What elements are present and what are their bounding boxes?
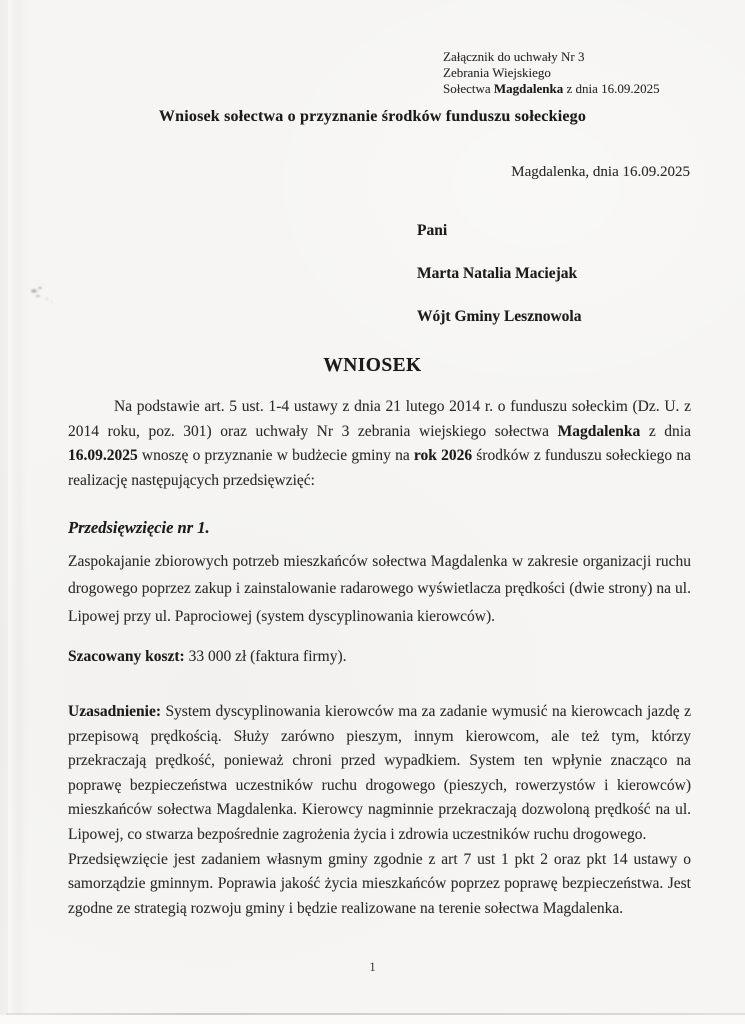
justification-block — [68, 700, 691, 921]
page-number: 1 — [369, 959, 376, 974]
justification-paragraph-1 — [68, 700, 691, 848]
attachment-note-line3 — [443, 81, 660, 97]
estimated-cost-label: Szacowany koszt: — [68, 648, 185, 665]
scan-edge-shading — [8, 0, 26, 1024]
intro-budget-year: rok 2026 — [413, 447, 473, 465]
addressee-name: Marta Natalia Maciejak — [417, 265, 578, 282]
attachment-note-line2: Zebrania Wiejskiego — [443, 64, 551, 80]
estimated-cost-line — [68, 648, 347, 666]
justification-text: System dyscyplinowania kierowców ma za zadanie wymusić na kierowcach jazdę z przepisową prędkością. Służy zarówno pieszym, innym kierowcom, ale też tym, którzy przekraczają prędkość, ponieważ chroni przed wypadkiem. System ten wpłynie znacząco na poprawę bezpieczeństwa uczestników ruchu drogowego (pieszych, rowerzystów i kierowców) mieszkańców sołectwa Magdalenka. Kierowcy nagminnie przekraczają dozwoloną prędkość na ul. Lipowej, co stwarza bezpośrednie zagrożenia życia i zdrowia uczestników ruchu drogowego. — [68, 703, 691, 843]
intro-text-2: z dnia — [640, 422, 691, 440]
attachment-note-line3-suffix: z dnia 16.09.2025 — [563, 80, 660, 96]
intro-village-name: Magdalenka — [557, 422, 641, 440]
scan-bottom-margin — [0, 1015, 745, 1024]
addressee-role: Wójt Gminy Lesznowola — [417, 308, 582, 325]
intro-paragraph — [68, 395, 691, 493]
ink-smudge-artifact — [25, 282, 57, 306]
project-1-description: Zaspokajanie zbiorowych potrzeb mieszkańców sołectwa Magdalenka w zakresie organizacji ruchu drogowego poprzez zakup i zainstalowanie radarowego wyświetlacza prędkości (dwie strony) na ul. Lipowej przy ul. Paprociowej (system dyscyplinowania kierowców). — [68, 553, 691, 625]
project-1-heading: Przedsięwzięcie nr 1. — [68, 518, 210, 537]
main-heading: WNIOSEK — [323, 355, 422, 376]
addressee-salutation: Pani — [417, 222, 448, 239]
attachment-note-village-name: Magdalenka — [493, 80, 564, 96]
justification-paragraph-2: Przedsięwzięcie jest zadaniem własnym gminy zgodnie z art 7 ust 1 pkt 2 oraz pkt 14 ustawy o samorządzie gminnym. Poprawia jakość życia mieszkańców poprzez poprawę bezpieczeństwa. Jest zgodne ze strategią rozwoju gminy i będzie realizowane na terenie sołectwa Magdalenka. — [68, 850, 691, 917]
intro-resolution-date: 16.09.2025 — [68, 447, 138, 465]
attachment-note-line3-prefix: Sołectwa — [443, 80, 494, 96]
attachment-note-line1: Załącznik do uchwały Nr 3 — [443, 49, 585, 64]
justification-label: Uzasadnienie: — [68, 703, 161, 720]
document-title: Wniosek sołectwa o przyznanie środków funduszu sołeckiego — [158, 108, 587, 125]
addressee-block — [417, 222, 581, 351]
intro-text-3: wnoszę o przyznanie w budżecie gminy na — [137, 447, 414, 465]
attachment-note — [443, 49, 660, 96]
intro-text-1: Na podstawie art. 5 ust. 1-4 ustawy z dnia 21 lutego 2014 r. o funduszu sołeckim (Dz. U. z 2014 roku, poz. 301) oraz uchwały Nr 3 zebrania wiejskiego sołectwa — [68, 398, 691, 440]
place-date-line: Magdalenka, dnia 16.09.2025 — [511, 164, 690, 180]
intro-text-4: środków z funduszu sołeckiego na realizację następujących przedsięwzięć: — [68, 447, 691, 489]
estimated-cost-value: 33 000 zł (faktura firmy). — [184, 648, 347, 665]
